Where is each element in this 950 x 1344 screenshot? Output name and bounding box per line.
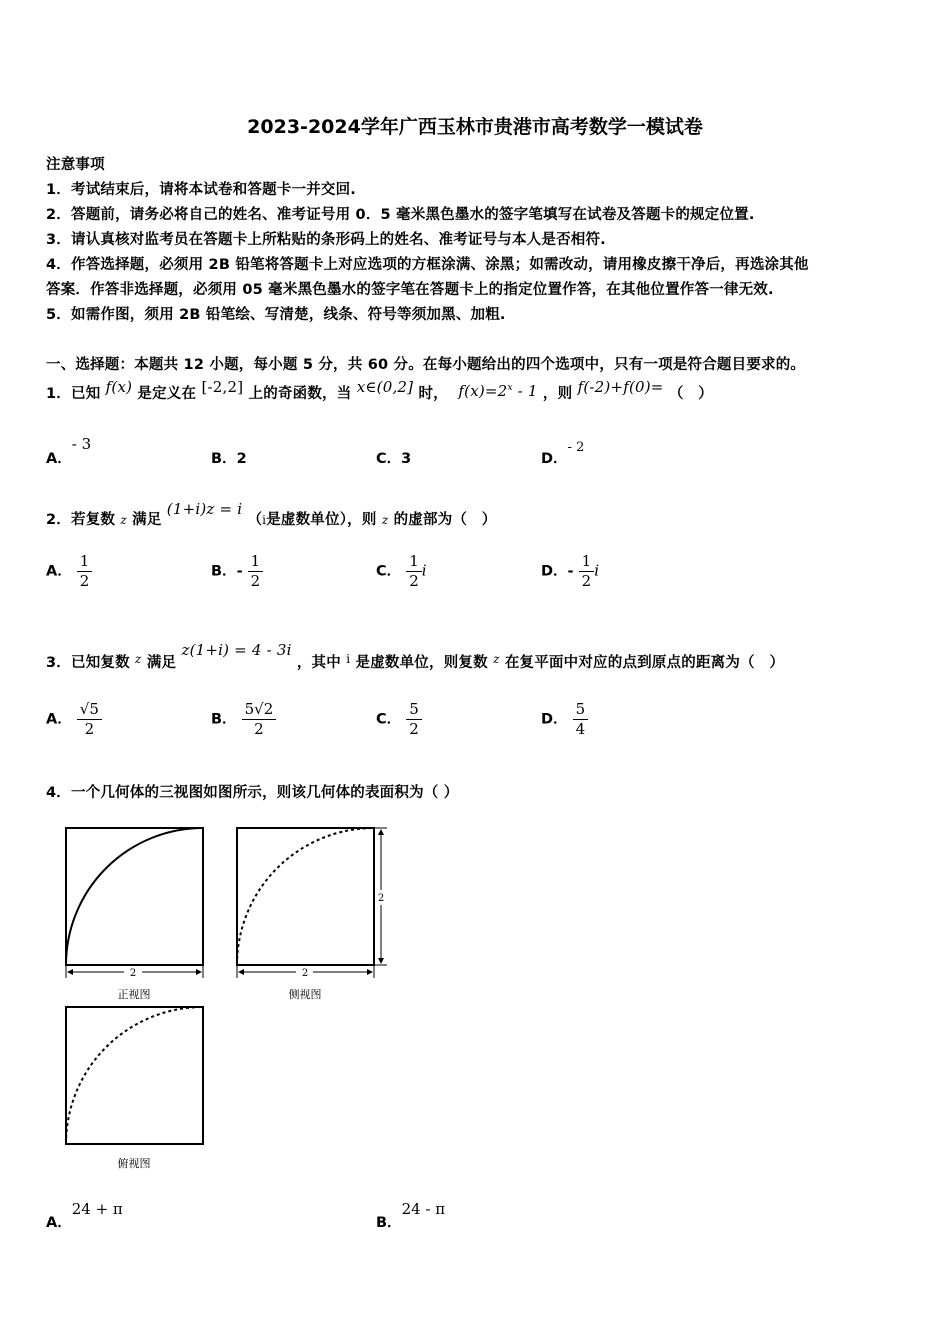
q4-option-a: A．24 + π xyxy=(46,1200,123,1231)
side-height-label: 2 xyxy=(377,893,385,904)
q3-option-a: A． $\frac{√5}{2}$ xyxy=(46,700,102,739)
q1-option-d: D．- 2 xyxy=(541,440,585,467)
q2-option-d: D．- $\frac{1}{2}$ i xyxy=(541,552,599,590)
q2-option-c: C． $\frac{1}{2}$ i xyxy=(376,552,427,590)
page-title: 2023-2024学年广西玉林市贵港市高考数学一模试卷 xyxy=(247,116,703,138)
q2-option-a: A． $\frac{1}{2}$ xyxy=(46,552,92,591)
q3-option-d: D． $\frac{5}{4}$ xyxy=(541,700,588,739)
notice-heading: 注意事项 xyxy=(46,157,105,173)
question-4: 4．一个几何体的三视图如图所示，则该几何体的表面积为（ ） xyxy=(46,785,459,801)
notice-item: 3．请认真核对监考员在答题卡上所粘贴的条形码上的姓名、准考证号与本人是否相符. xyxy=(46,232,606,248)
top-view-caption: 俯视图 xyxy=(117,1157,151,1170)
section-heading: 一、选择题：本题共 12 小题，每小题 5 分，共 60 分。在每小题给出的四个选项中，只有一项是符合题目要求的。 xyxy=(46,357,806,373)
notice-item: 1．考试结束后，请将本试卷和答题卡一并交回. xyxy=(46,182,356,198)
side-width-label: 2 xyxy=(301,968,309,979)
notice-item: 4．作答选择题，必须用 2B 铅笔将答题卡上对应选项的方框涂满、涂黑；如需改动，请用橡皮擦干净后，再选涂其他 xyxy=(46,257,809,273)
q2-option-b: B．- $\frac{1}{2}$ xyxy=(211,552,263,591)
q4-option-b: B．24 - π xyxy=(376,1200,446,1231)
q1-option-c: C．3 xyxy=(376,451,412,467)
top-view xyxy=(66,1007,203,1170)
q3-option-c: C． $\frac{5}{2}$ xyxy=(376,700,422,739)
q1-option-b: B．2 xyxy=(211,451,247,467)
question-1: 1．已知 f(x) 是定义在 [-2,2] 上的奇函数，当 x∈(0,2] 时， $f(x)=2^x - 1$ ，则 f(-2)+f(0)= （ ） xyxy=(46,378,713,402)
question-3: 3．已知复数 $^z$ 满足 z(1+i) = 4 - 3i ，其中 $^i$ 是虚数单位，则复数 $^z$ 在复平面中对应的点到原点的距离为（ ） xyxy=(46,641,785,671)
notice-item: 2．答题前，请务必将自己的姓名、准考证号用 0．5 毫米黑色墨水的签字笔填写在试卷及答题卡的规定位置. xyxy=(46,207,755,223)
front-view-caption: 正视图 xyxy=(117,988,151,1001)
front-width-label: 2 xyxy=(129,968,137,979)
side-view-caption: 侧视图 xyxy=(288,988,322,1001)
side-view xyxy=(237,828,387,1001)
q1-option-a: A．- 3 xyxy=(46,435,92,467)
q3-option-b: B． $\frac{5√2}{2}$ xyxy=(211,700,276,739)
notice-item: 5．如需作图，须用 2B 铅笔绘、写清楚，线条、符号等须加黑、加粗. xyxy=(46,307,506,323)
notice-item: 答案．作答非选择题，必须用 05 毫米黑色墨水的签字笔在答题卡上的指定位置作答，在其他位置作答一律无效. xyxy=(46,282,774,298)
question-2: 2．若复数 z 满足 (1+i)z = i （i是虚数单位），则 z 的虚部为（ ） xyxy=(46,500,497,528)
front-view xyxy=(66,828,203,1001)
